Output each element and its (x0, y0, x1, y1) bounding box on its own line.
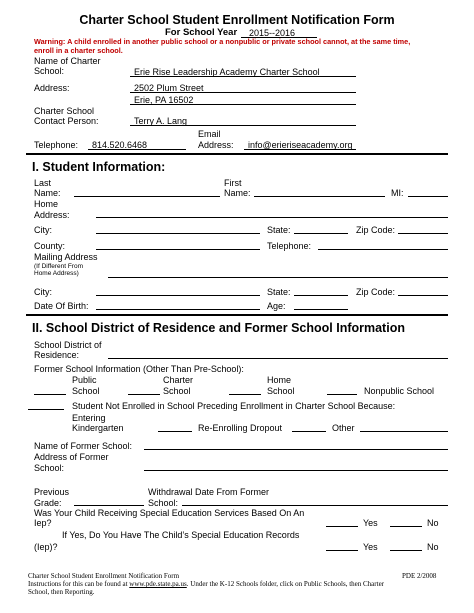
first-name-label-2: Name: (224, 188, 251, 198)
iep-yes-label: Yes (363, 518, 378, 528)
records-no-label: No (427, 542, 439, 552)
mi-label: MI: (391, 188, 404, 198)
email-label-2: Address: (198, 140, 234, 150)
former-school-info-label: Former School Information (Other Than Pre-School): (34, 364, 244, 374)
address-line2-value: Erie, PA 16502 (134, 95, 194, 105)
telephone-value: 814.520.6468 (92, 140, 148, 150)
withdrawal-date-field[interactable] (182, 505, 448, 506)
email-value: info@erieriseacademy.org (248, 140, 353, 150)
nonpublic-school-label: Nonpublic School (364, 386, 435, 396)
zip-label: Zip Code: (356, 225, 396, 235)
withdrawal-date-label: Withdrawal Date From Former (148, 487, 270, 497)
telephone-label: Telephone: (34, 140, 79, 150)
mailing-state-field[interactable] (294, 295, 348, 296)
public-school-check[interactable] (34, 394, 66, 395)
school-year-value: 2015--2016 (249, 28, 296, 38)
home-school-check[interactable] (229, 394, 261, 395)
city-field[interactable] (96, 233, 260, 234)
dob-field[interactable] (96, 309, 260, 310)
reenrolling-check[interactable] (292, 431, 326, 432)
email-line[interactable] (244, 149, 356, 150)
section-divider (26, 153, 448, 155)
iep-no-label: No (427, 518, 439, 528)
email-label: Email (198, 129, 221, 139)
last-name-label: Last (34, 178, 52, 188)
school-name-label: Name of Charter (34, 56, 101, 66)
school-name-value: Erie Rise Leadership Academy Charter School (134, 67, 320, 77)
address-line-2[interactable] (130, 104, 356, 105)
iep-no-check[interactable] (390, 526, 422, 527)
records-no-check[interactable] (390, 550, 422, 551)
section-divider-2 (26, 314, 448, 316)
iep-records-question-2: (Iep)? (34, 542, 58, 552)
age-label: Age: (267, 301, 286, 311)
former-school-address-field[interactable] (144, 470, 448, 471)
form-title: Charter School Student Enrollment Notification Form (79, 13, 395, 27)
warning-line-1: Warning: A child enrolled in another public school or a nonpublic or private school cannot, at the same time, (34, 37, 411, 46)
footer-version: PDE 2/2008 (402, 572, 437, 580)
other-field[interactable] (360, 431, 448, 432)
mailing-address-note-1: (If Different From (34, 263, 84, 270)
former-school-address-label: Address of Former (34, 452, 109, 462)
footer-form-name: Charter School Student Enrollment Notification Form (28, 572, 180, 580)
records-yes-label: Yes (363, 542, 378, 552)
school-district-field[interactable] (108, 358, 448, 359)
footer-instructions (28, 580, 384, 588)
withdrawal-date-label-2: School: (148, 498, 179, 508)
previous-grade-field[interactable] (74, 505, 144, 506)
mailing-city-label: City: (34, 287, 52, 297)
school-name-line[interactable] (130, 76, 356, 77)
address-label: Address: (34, 83, 70, 93)
entering-kindergarten-label-2: Kindergarten (72, 423, 124, 433)
previous-grade-label-2: Grade: (34, 498, 62, 508)
mailing-zip-label: Zip Code: (356, 287, 396, 297)
iep-question: Was Your Child Receiving Special Education Services Based On An (34, 508, 305, 518)
first-name-label: First (224, 178, 242, 188)
contact-label-2: Contact Person: (34, 116, 99, 126)
former-school-name-field[interactable] (144, 449, 448, 450)
mailing-address-label: Mailing Address (34, 252, 98, 262)
charter-school-check[interactable] (128, 394, 160, 395)
warning-line-2: enroll in a charter school. (34, 45, 123, 55)
school-district-label: School District of (34, 340, 102, 350)
last-name-field[interactable] (74, 196, 220, 197)
mailing-zip-field[interactable] (398, 295, 448, 296)
former-school-name-label: Name of Former School: (34, 441, 133, 451)
first-name-field[interactable] (254, 196, 385, 197)
reenrolling-dropout-label: Re-Enrolling Dropout (198, 423, 283, 433)
mailing-state-label: State: (267, 287, 291, 297)
school-name-label-2: School: (34, 66, 65, 76)
last-name-label-2: Name: (34, 188, 61, 198)
student-info-heading: I. Student Information: (32, 160, 166, 174)
home-school-label: Home (267, 375, 292, 385)
district-heading: II. School District of Residence and Former School Information (32, 321, 405, 335)
contact-line[interactable] (130, 125, 356, 126)
iep-question-2: Iep? (34, 518, 52, 528)
home-address-field[interactable] (96, 217, 448, 218)
public-school-label: Public (72, 375, 97, 385)
telephone-line[interactable] (88, 149, 186, 150)
county-label: County: (34, 241, 66, 251)
zip-field[interactable] (398, 233, 448, 234)
footer-instructions-3: School, then Reporting. (28, 588, 95, 596)
not-enrolled-label: Student Not Enrolled in School Preceding Enrollment in Charter School Because: (72, 401, 396, 411)
public-school-label-2: School (72, 386, 100, 396)
footer-instructions-text: Instructions for this can be found at (28, 580, 128, 588)
address-line1-value: 2502 Plum Street (134, 83, 204, 93)
footer-instructions-text-2: . Under the K-12 Schools folder, click on Public Schools, then Charter (186, 580, 385, 588)
footer-link[interactable]: www.pde.state.pa.us (129, 580, 187, 588)
address-line-1[interactable] (130, 92, 356, 93)
mi-field[interactable] (408, 196, 448, 197)
nonpublic-school-check[interactable] (327, 394, 357, 395)
former-school-address-label-2: School: (34, 463, 65, 473)
city-label: City: (34, 225, 52, 235)
not-enrolled-check[interactable] (28, 409, 64, 410)
state-label: State: (267, 225, 291, 235)
mailing-address-field[interactable] (108, 277, 448, 278)
home-school-label-2: School (267, 386, 295, 396)
records-yes-check[interactable] (326, 550, 358, 551)
other-label: Other (332, 423, 355, 433)
entering-kindergarten-label: Entering (72, 413, 106, 423)
mailing-address-note-2: Home Address) (34, 270, 79, 277)
iep-yes-check[interactable] (326, 526, 358, 527)
county-field[interactable] (96, 249, 260, 250)
student-telephone-field[interactable] (318, 249, 448, 250)
school-district-label-2: Residence: (34, 350, 80, 360)
mailing-city-field[interactable] (96, 295, 260, 296)
charter-school-label-2: School (163, 386, 191, 396)
student-telephone-label: Telephone: (267, 241, 312, 251)
home-address-label: Home (34, 199, 59, 209)
iep-records-question: If Yes, Do You Have The Child’s Special Education Records (62, 530, 300, 540)
home-address-label-2: Address: (34, 210, 70, 220)
previous-grade-label: Previous (34, 487, 70, 497)
charter-school-label: Charter (163, 375, 194, 385)
state-field[interactable] (294, 233, 348, 234)
age-field[interactable] (294, 309, 348, 310)
contact-label: Charter School (34, 106, 95, 116)
dob-label: Date Of Birth: (34, 301, 89, 311)
school-year-label: For School Year (165, 27, 238, 38)
kindergarten-check[interactable] (158, 431, 192, 432)
contact-value: Terry A. Lang (134, 116, 188, 126)
